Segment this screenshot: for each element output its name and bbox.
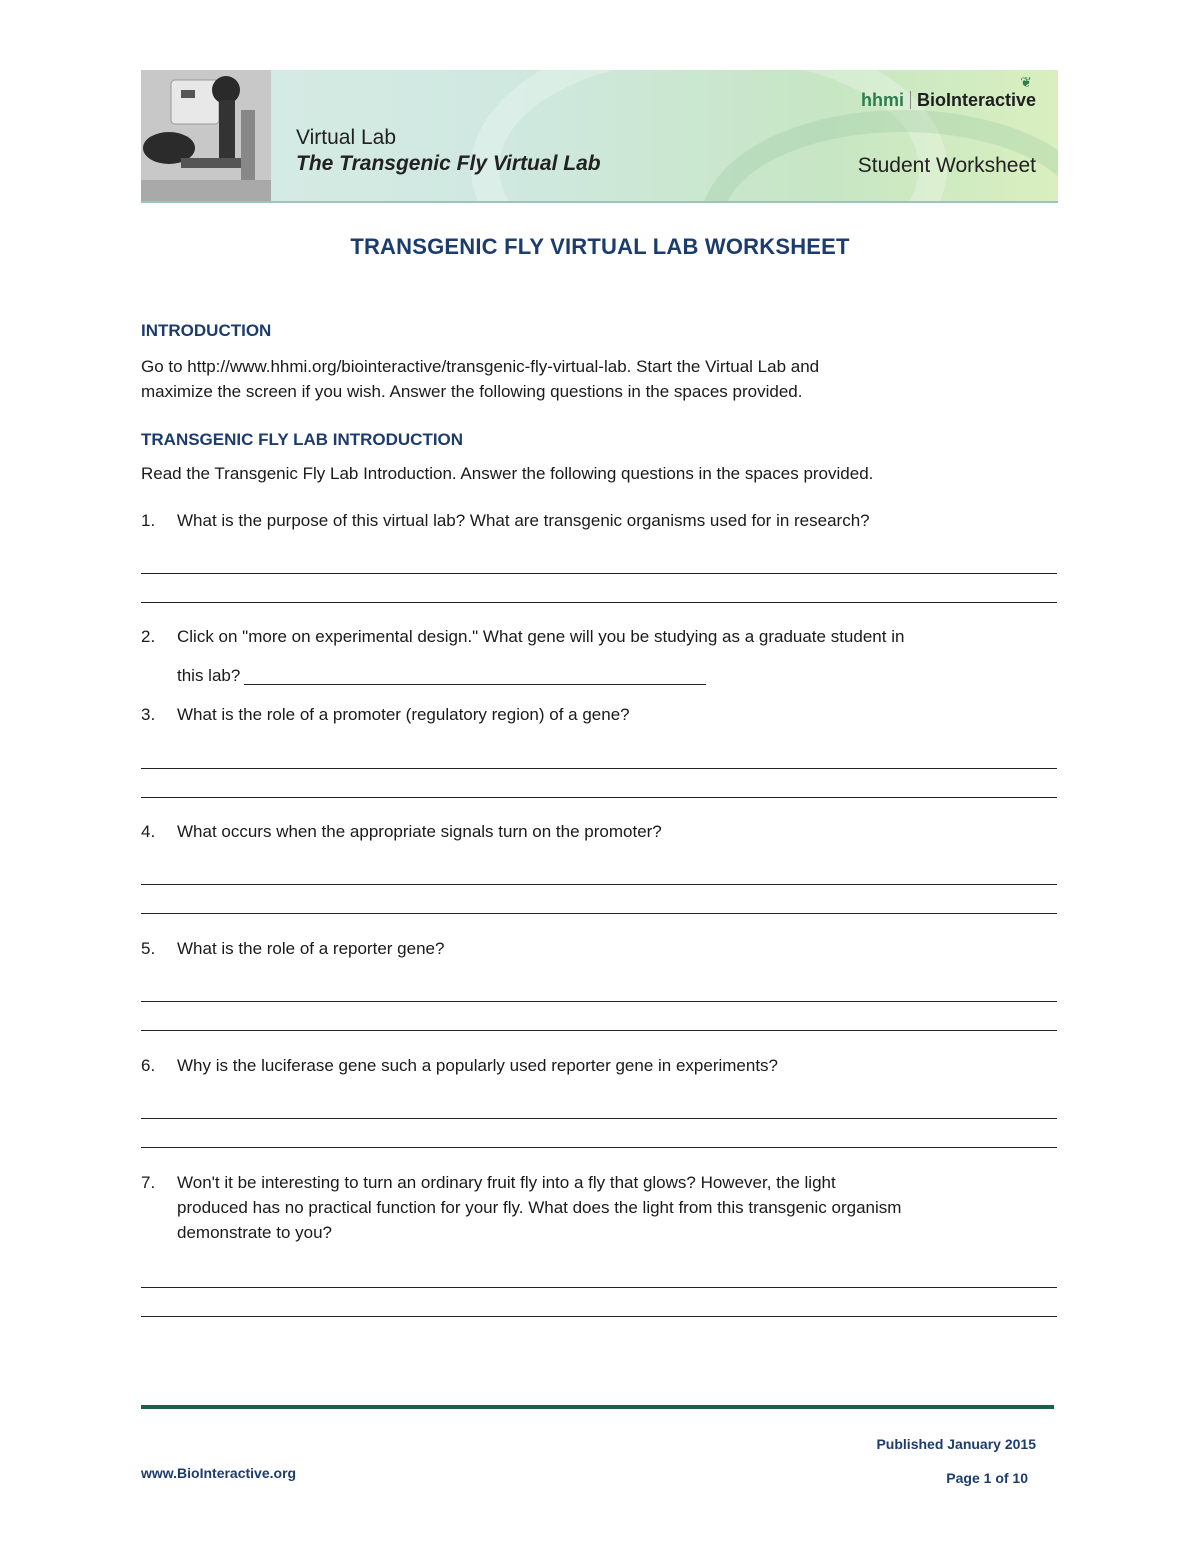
- answer-line[interactable]: [141, 1030, 1057, 1031]
- brand-hhmi: hhmi: [860, 90, 904, 110]
- intro-line-1: Go to http://www.hhmi.org/biointeractive/transgenic-fly-virtual-lab. Start the Virtual Lab and: [141, 357, 820, 376]
- answer-line[interactable]: [141, 1147, 1057, 1148]
- brand-logo: [861, 90, 1036, 111]
- answer-line[interactable]: [141, 884, 1057, 885]
- answer-line[interactable]: [141, 1118, 1057, 1119]
- microscope-image: [141, 70, 271, 201]
- page-title: TRANSGENIC FLY VIRTUAL LAB WORKSHEET: [350, 234, 850, 259]
- answer-line[interactable]: [141, 797, 1057, 798]
- answer-line[interactable]: [141, 913, 1057, 914]
- answer-line[interactable]: [141, 1001, 1057, 1002]
- answer-line[interactable]: [141, 573, 1057, 574]
- intro-heading: INTRODUCTION: [141, 321, 272, 340]
- answer-blank[interactable]: [244, 666, 706, 685]
- footer-divider: [141, 1405, 1054, 1409]
- lab-title: The Transgenic Fly Virtual Lab: [296, 152, 601, 175]
- brand-name: BioInteractive: [916, 90, 1036, 110]
- published-date: Published January 2015: [876, 1436, 1036, 1452]
- lab-intro-heading: TRANSGENIC FLY LAB INTRODUCTION: [141, 430, 464, 449]
- answer-line[interactable]: [141, 1287, 1057, 1288]
- answer-line[interactable]: [141, 1316, 1057, 1317]
- answer-line[interactable]: [141, 768, 1057, 769]
- intro-line-2: maximize the screen if you wish. Answer the following questions in the spaces provided.: [141, 382, 803, 401]
- fly-logo-icon: ❦: [1020, 74, 1032, 90]
- worksheet-label: Student Worksheet: [857, 154, 1036, 177]
- header-banner: [141, 70, 1058, 203]
- website-link[interactable]: www.BioInteractive.org: [141, 1465, 297, 1481]
- lab-intro-text: Read the Transgenic Fly Lab Introduction. Answer the following questions in the spaces provided.: [141, 464, 874, 483]
- virtual-lab-label: Virtual Lab: [296, 126, 397, 149]
- page-number: Page 1 of 10: [946, 1470, 1028, 1486]
- answer-line[interactable]: [141, 602, 1057, 603]
